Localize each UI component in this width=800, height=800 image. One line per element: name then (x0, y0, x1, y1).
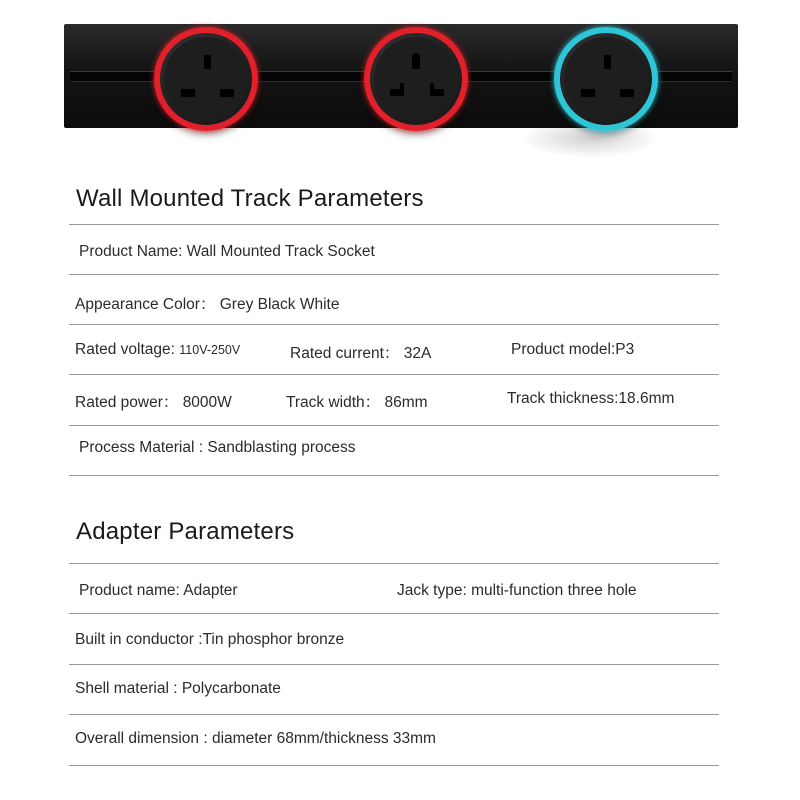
neutral-pin-icon (620, 89, 634, 97)
divider (69, 475, 719, 476)
live-pin-icon (181, 89, 195, 97)
earth-pin-icon (604, 55, 611, 69)
divider (69, 664, 719, 665)
shell-material: Shell material : Polycarbonate (75, 680, 281, 697)
rated-current: Rated current： 32A (290, 345, 432, 362)
socket-face (564, 37, 648, 121)
process-material: Process Material : Sandblasting process (79, 439, 356, 456)
adapter-parameters-title: Adapter Parameters (76, 518, 295, 545)
rated-voltage (75, 341, 240, 359)
rated-voltage-label: Rated voltage: (75, 341, 175, 358)
rated-voltage-value: 110V-250V (179, 343, 241, 357)
uk-socket-red (154, 27, 258, 131)
rated-power: Rated power： 8000W (75, 394, 232, 411)
live-pin-icon (581, 89, 595, 97)
live-pin-vertical-icon (400, 83, 404, 96)
universal-socket-red (364, 27, 468, 131)
uk-socket-cyan (554, 27, 658, 131)
appearance-color: Appearance Color： Grey Black White (75, 296, 340, 313)
built-in-conductor: Built in conductor :Tin phosphor bronze (75, 631, 345, 648)
product-photo (0, 0, 800, 175)
track-thickness: Track thickness:18.6mm (507, 390, 675, 407)
socket-face (164, 37, 248, 121)
product-model: Product model:P3 (511, 341, 635, 358)
divider (69, 224, 719, 225)
divider (69, 374, 719, 375)
divider (69, 714, 719, 715)
earth-pin-icon (204, 55, 211, 69)
product-name: Product Name: Wall Mounted Track Socket (79, 243, 375, 260)
earth-pin-icon (412, 53, 420, 69)
adapter-product-name: Product name: Adapter (79, 582, 238, 599)
divider (69, 765, 719, 766)
neutral-pin-icon (220, 89, 234, 97)
divider (69, 425, 719, 426)
divider (69, 613, 719, 614)
track-parameters-title: Wall Mounted Track Parameters (76, 185, 424, 212)
divider (69, 324, 719, 325)
jack-type: Jack type: multi-function three hole (397, 582, 637, 599)
overall-dimension: Overall dimension : diameter 68mm/thickness 33mm (75, 730, 436, 747)
track-width: Track width： 86mm (286, 394, 428, 411)
neutral-pin-vertical-icon (430, 83, 434, 96)
socket-face (374, 37, 458, 121)
divider (69, 563, 719, 564)
divider (69, 274, 719, 275)
